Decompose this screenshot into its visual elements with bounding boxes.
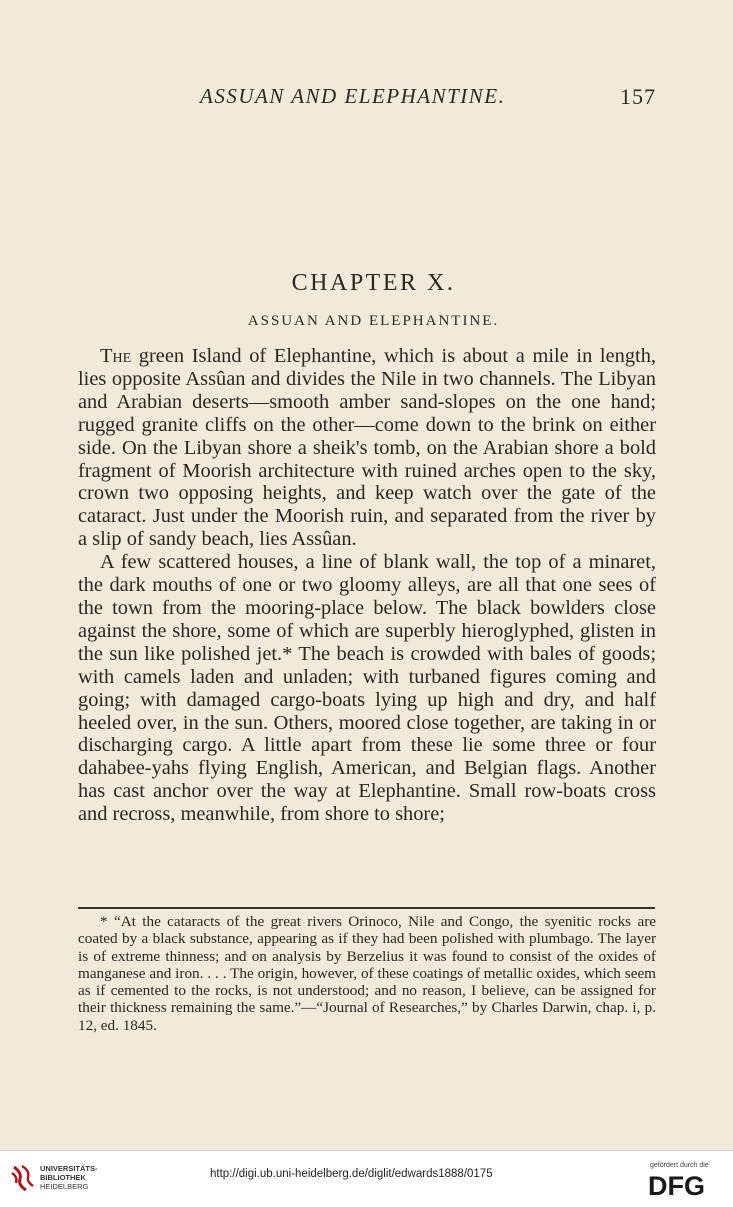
footnote-line: they had been polished with plumbago. The layer is of extreme — [78, 930, 657, 965]
text-line: Moorish ruin, and separated from the river by a slip of — [78, 505, 656, 551]
text-line: coming and going; with damaged cargo-boats lying up — [78, 665, 656, 711]
footnote-line: coatings of metallic oxides, which seem as if cemented to the rocks, — [78, 964, 656, 1000]
text-line: are all that one sees of the town from the mooring-place — [78, 574, 657, 619]
text-line: A few scattered houses, a line of blank wall, the top of — [100, 551, 566, 574]
library-name — [40, 1164, 98, 1191]
running-head: ASSUAN AND ELEPHANTINE. — [200, 84, 506, 108]
text-line: of which are superbly hieroglyphed, glisten in the sun like — [78, 619, 656, 665]
footnote-rule — [78, 907, 655, 909]
footnote-line: * “At the cataracts of the great rivers Orinoco, Nile and Congo, — [100, 913, 514, 930]
footnote-line: Charles Darwin, chap. i, p. 12, ed. 1845. — [78, 999, 656, 1034]
text-line: open to the sky, crown two opposing heights, and keep — [78, 459, 656, 505]
footnote-line: thickness remaining the same.”—“Journal of Researches,” by — [110, 999, 488, 1017]
funded-by-label: gefördert durch die — [650, 1162, 709, 1169]
body-text — [78, 345, 656, 826]
text-line: bold fragment of Moorish architecture with ruined arches — [78, 436, 657, 482]
text-line: yahs flying English, American, and Belgian flags. Another — [151, 757, 656, 780]
page-number: 157 — [620, 84, 656, 109]
text-line: the Libyan shore a sheik's tomb, on the Arabian shore a — [152, 436, 614, 459]
text-line: on the other—come down to the brink on either side. On — [78, 413, 656, 459]
footnote-paragraph — [78, 913, 656, 1034]
paragraph-lead-word: The — [100, 345, 132, 367]
paragraph-2 — [78, 551, 656, 826]
chapter-subtitle: ASSUAN AND ELEPHANTINE. — [247, 313, 500, 329]
library-name-line: BIBLIOTHEK — [40, 1173, 86, 1182]
library-name-line: UNIVERSITÄTS- — [40, 1164, 98, 1173]
text-line: has cast anchor over the way at Elephantine. Small row- — [78, 780, 564, 803]
text-line: channels. The Libyan and Arabian deserts—smooth — [78, 367, 656, 413]
text-line: boats cross and recross, meanwhile, from shore to shore; — [78, 780, 656, 826]
viewer-footer — [0, 1150, 733, 1207]
text-line: sandy beach, lies Assûan. — [148, 528, 357, 551]
text-line: polished jet.* The beach is crowded with bales of goods; — [181, 642, 656, 665]
footnote-line: thinness; and on analysis by Berzelius it was found to consist of the — [165, 947, 594, 965]
text-line: with camels laden and unladen; with turbaned figures — [78, 665, 547, 688]
dfg-logo[interactable]: DFG — [648, 1171, 705, 1201]
library-seal-icon — [8, 1163, 36, 1193]
paragraph-1 — [78, 345, 656, 551]
footnote — [78, 913, 656, 1034]
permalink-url[interactable]: http://digi.ub.uni-heidelberg.de/diglit/edwards1888/0175 — [210, 1168, 493, 1180]
library-name-line: HEIDELBERG — [40, 1182, 89, 1191]
text-line: moored close together, are taking in or discharging cargo. — [78, 711, 656, 757]
text-line: a minaret, the dark mouths of one or two gloomy alleys, — [78, 551, 656, 597]
text-line: amber sand-slopes on the one hand; rugged granite cliffs — [78, 390, 656, 436]
text-line: high and dry, and half heeled over, in the sun. Others, — [78, 688, 656, 734]
footnote-line: the syenitic rocks are coated by a black substance, appearing as if — [78, 913, 656, 948]
library-logo[interactable] — [8, 1161, 118, 1197]
text-line: watch over the gate of the cataract. Just under the — [78, 482, 656, 528]
footnote-line: is not understood; and no reason, I believe, can be assigned for their — [78, 982, 656, 1017]
text-line: below. The black bowlders close against the shore, some — [78, 596, 656, 642]
footnote-line: oxides of manganese and iron. . . . The origin, however, of these — [78, 947, 656, 982]
text-line: green Island of Elephantine, which is about a mile — [131, 345, 569, 367]
chapter-title: CHAPTER X. — [291, 270, 456, 296]
text-line: in length, lies opposite Assûan and divides the Nile in two — [78, 345, 656, 390]
text-line: A little apart from these lie some three or four dahabee- — [78, 734, 656, 780]
